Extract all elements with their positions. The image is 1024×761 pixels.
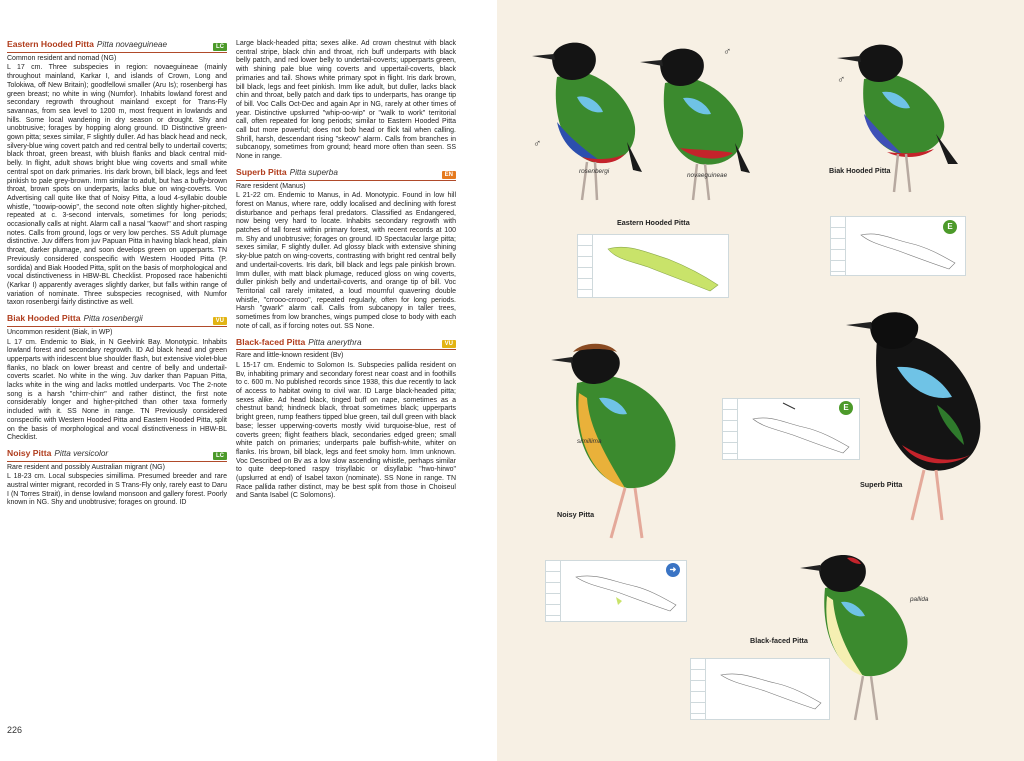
endemic-badge: E xyxy=(943,220,957,234)
species-name: Black-faced Pitta xyxy=(236,336,306,347)
map-legend-boxes xyxy=(578,235,593,297)
range-map-black-faced-pitta xyxy=(690,658,830,720)
range-map-eastern-hooded-pitta xyxy=(577,234,729,298)
caption-biak-hooded-pitta: Biak Hooded Pitta xyxy=(829,166,891,175)
page-number: 226 xyxy=(7,725,23,735)
text-column-2 xyxy=(236,40,456,507)
range-map-superb-pitta xyxy=(722,398,860,460)
scientific-name: Pitta anerythra xyxy=(308,337,362,347)
map-legend-boxes xyxy=(831,217,846,275)
species-text: L 21-22 cm. Endemic to Manus, in Ad. Monotypic. Found in low hill forest on Manus, where rare, oddly localised and declining with forest disturbance and perhaps feral predators. Classified as Endangered, now being very hard to locate. Inhabits secondary regrowth with patches of tall forest within primary forest, with recent records at 100 m. Shy and unobtrusive; forages on ground. ID Spectacular large pitta; sexes similar, F slightly duller. Ad glossy black with extensive shining sky-blue patch on wing-coverts, contrasting with bright red central belly and undertail-coverts. Iris dark, bill black and legs pale pinkish brown. Imm duller, with matt black plumage, reduced gloss on wing coverts, duller pinkish belly and undertail-coverts, and orange tip of bill. Voc Territorial call rarely imitated, a loud mournful quavering double whistle, "crrooo-crrooo", repeated regularly, often for long periods. Harsh "gwark" alarm call. Calls from subcanopy in taller trees, sometimes from low branches, wings pumped close to body with each note of call, as if forcing notes out. SS None. xyxy=(236,192,456,330)
caption-noisy-pitta: Noisy Pitta xyxy=(557,510,595,519)
subspecies-label-novaeguineae: novaeguineae xyxy=(687,172,728,179)
text-page xyxy=(0,0,497,761)
species-text: Large black-headed pitta; sexes alike. Ad crown chestnut with black central stripe, black chin and throat, rich buff underparts with black belly patch, and red lower belly to undertail-coverts; upperparts green, with shining pale blue wing coverts and uppertail-coverts, black primaries and tail. Shows white primary spot in flight. Iris dark brown, bill black, legs and feet pinkish. Imm like adult, but duller, lacks black chin and throat, belly patch and dark tips to underparts, has orange tip of bill. Voc Calls Oct-Dec and again Apr in NG, rarely at other times of year. Distinctive upslurred "whip-oo-wip" or "walk to work" territorial call, often repeated for long periods; similar to Eastern Hooded Pitta call but more powerful; does not bob head or flick tail when calling. Shrill, harsh, descendant rising "skeow" alarm. Calls from branches in subcanopy, sometimes from ground; heard more often than seen. SS None in range. xyxy=(236,40,456,161)
range-map-shape xyxy=(578,235,728,297)
species-text: L 17 cm. Endemic to Biak, in N Geelvink Bay. Monotypic. Inhabits lowland forest and secondary regrowth. ID Ad black head and green upperparts with iridescent blue shoulder flash, but extensive violet-blue flanks, no black on lower breast and centre of belly and undertail-coverts scarlet. No white in the wing. Juv darker than Papuan Pitta, lacks white in the wing and lacks mottled underparts. Voc The 2-note song is a harsh "chirrr-chirr" and rather distinct, the first note considerably longer and higher-pitched than other taxa formerly included with it. SS None in range. TN Previously considered conspecific with Western Hooded Pitta and Eastern Hooded Pitta, split on the basis of morphological and vocal distinctiveness in HBW-BL Checklist. xyxy=(7,338,227,442)
map-legend-boxes xyxy=(723,399,738,459)
species-entry-eastern-hooded-pitta xyxy=(7,40,227,308)
species-entry-superb-pitta xyxy=(236,168,456,332)
caption-black-faced-pitta: Black-faced Pitta xyxy=(750,636,808,645)
species-heading xyxy=(236,338,456,351)
species-heading xyxy=(7,449,227,462)
scientific-name: Pitta superba xyxy=(289,167,338,177)
scientific-name: Pitta versicolor xyxy=(54,448,109,458)
species-name: Eastern Hooded Pitta xyxy=(7,39,94,49)
status-badge: EN xyxy=(442,171,456,179)
species-name: Biak Hooded Pitta xyxy=(7,313,81,324)
subspecies-label-simillima: simillima xyxy=(577,438,602,445)
species-name: Superb Pitta xyxy=(236,166,287,177)
scientific-name: Pitta novaeguineae xyxy=(96,40,168,49)
species-heading xyxy=(236,168,456,181)
status-badge: LC xyxy=(213,452,227,460)
caption-superb-pitta: Superb Pitta xyxy=(860,480,903,489)
subspecies-label-rosenbergi: rosenbergi xyxy=(579,168,610,175)
eastern-hooded-pitta-illustration-1 xyxy=(527,32,647,207)
species-entry-noisy-pitta-continued xyxy=(236,40,456,162)
eastern-hooded-pitta-illustration-2 xyxy=(635,38,755,208)
superb-pitta-illustration xyxy=(842,305,992,530)
species-entry-noisy-pitta xyxy=(7,449,227,508)
species-status: Uncommon resident (Biak, in WP) xyxy=(7,328,113,336)
status-badge: VU xyxy=(442,340,456,348)
text-column-1 xyxy=(7,40,227,514)
plate-page xyxy=(497,0,1024,761)
status-badge: LC xyxy=(213,43,227,51)
species-heading xyxy=(7,314,227,327)
species-status: Rare resident (Manus) xyxy=(236,182,306,190)
migrant-badge-icon: ➜ xyxy=(666,563,680,577)
species-status: Common resident and nomad (NG) xyxy=(7,54,117,62)
range-map-biak-hooded-pitta xyxy=(830,216,966,276)
species-name: Noisy Pitta xyxy=(7,447,52,458)
scientific-name: Pitta rosenbergii xyxy=(83,314,143,324)
male-symbol: ♂ xyxy=(723,46,732,58)
species-entry-biak-hooded-pitta xyxy=(7,314,227,443)
male-symbol: ♂ xyxy=(837,74,846,86)
male-symbol: ♂ xyxy=(533,138,542,150)
subspecies-label-pallida: pallida xyxy=(910,596,929,603)
map-legend-boxes xyxy=(691,659,706,719)
caption-eastern-hooded-pitta: Eastern Hooded Pitta xyxy=(617,218,690,227)
range-map-noisy-pitta xyxy=(545,560,687,622)
status-badge: VU xyxy=(213,317,227,325)
species-heading xyxy=(7,40,227,53)
species-text: L 17 cm. Three subspecies in region: novaeguineae (mainly throughout mainland, Karkar I, and islands of Crown, Long and Tolokiwa, off New Britain); goodfellowi smaller (Aru Is); rosenbergi has green breast; no white in wing (Numfor). Inhabits lowland forest and secondary regrowth throughout mainland except for Trans-Fly savannas, from sea level to 1200 m, most frequent in lowlands and hills. Some local wandering in dry season or drought. Shy and unobtrusive; forages by hopping along ground. ID Distinctive green-gown pitta; sexes similar, F slightly duller. Ad has black head and neck, silvery-blue wing covert patch and red central belly to undertail coverts; black throat, green breast, with bluish flanks and black central mid-belly. In flight, adult shows bright blue wing coverts and small white central spot on dark primaries. Iris dark brown, bill black, legs and feet pinkish to pale grey-brown. Imm similar to adult, but has a buffy-brown throat, brown spots on underparts, lacks blue on wing-coverts. Voc Advertising call quite like that of Noisy Pitta, a loud 4-syllabic double whistle, "toowip-oowip", the second note often slightly higher-pitched, repeated at c. 3-second intervals, sometimes for long periods; occasionally calls at night. Alarm call a nasal "kaow!" and short rasping notes. Calls from ground, logs or very low perches. SS Adult plumage distinctive. Juv differs from juv Papuan Pitta in having black head, plain throat, darker plumage, and soon develops green on upperparts. TN Previously considered conspecific with Western Hooded Pitta (P. sordida) and Biak Hooded Pitta, split on the basis of morphological and vocal distinctiveness in HBW-BL Checklist. Proposed race habenichti (Karkar I) apparently averages slightly darker, but falls within range of variation of nominate. Three subspecies recognised, with Numfor taxon rosenbergi fairly distinctive as well. xyxy=(7,64,227,307)
species-entry-black-faced-pitta xyxy=(236,338,456,502)
species-status: Rare and little-known resident (Bv) xyxy=(236,352,344,360)
range-map-shape xyxy=(546,561,686,621)
endemic-badge: E xyxy=(839,401,853,415)
species-text: L 18-23 cm. Local subspecies simillima. Presumed breeder and rare austral winter migrant, recorded in S Trans-Fly only, rarely east to Daru I (N Torres Strait), in dense lowland monsoon and gallery forest. Poorly known in NG. Shy and unobtrusive; forages on ground. ID xyxy=(7,473,227,507)
species-status: Rare resident and possibly Australian migrant (NG) xyxy=(7,463,165,471)
range-map-shape xyxy=(691,659,829,719)
map-legend-boxes xyxy=(546,561,561,621)
species-text: L 15-17 cm. Endemic to Solomon Is. Subspecies pallida resident on Bv, inhabiting primary and secondary forest near coast and in foothills to c. 600 m. No published records since 1938, this due recently to lack of access to habitat owing to civil war. ID Large black-headed pitta; sexes alike. Ad head black, tinged buff on nape, sometimes as a chestnut band; hindneck black, throat sometimes black; upperparts bright green, rump feathers tipped blue green, tail dull green with black base; lesser upperwing-coverts mostly vivid turquoise-blue, rest of coverts green; flight feathers black, secondaries edged green; small white patch on primaries; underparts pale buffish-white, whiter on flanks. Iris brown, bill black, legs and feet smoky horn. Imm unknown. Voc Described on Bv as a low slow ascending whistle, perhaps similar to quite deep-toned raspy trisyllabic or disyllabic "hwo-hirwo" (upslurred at end) of Isabel taxon (nominate). SS None in range. TN Race pallida rather distinct, may be best split from those in Choiseul and Santa Isabel (C Solomons). xyxy=(236,361,456,500)
